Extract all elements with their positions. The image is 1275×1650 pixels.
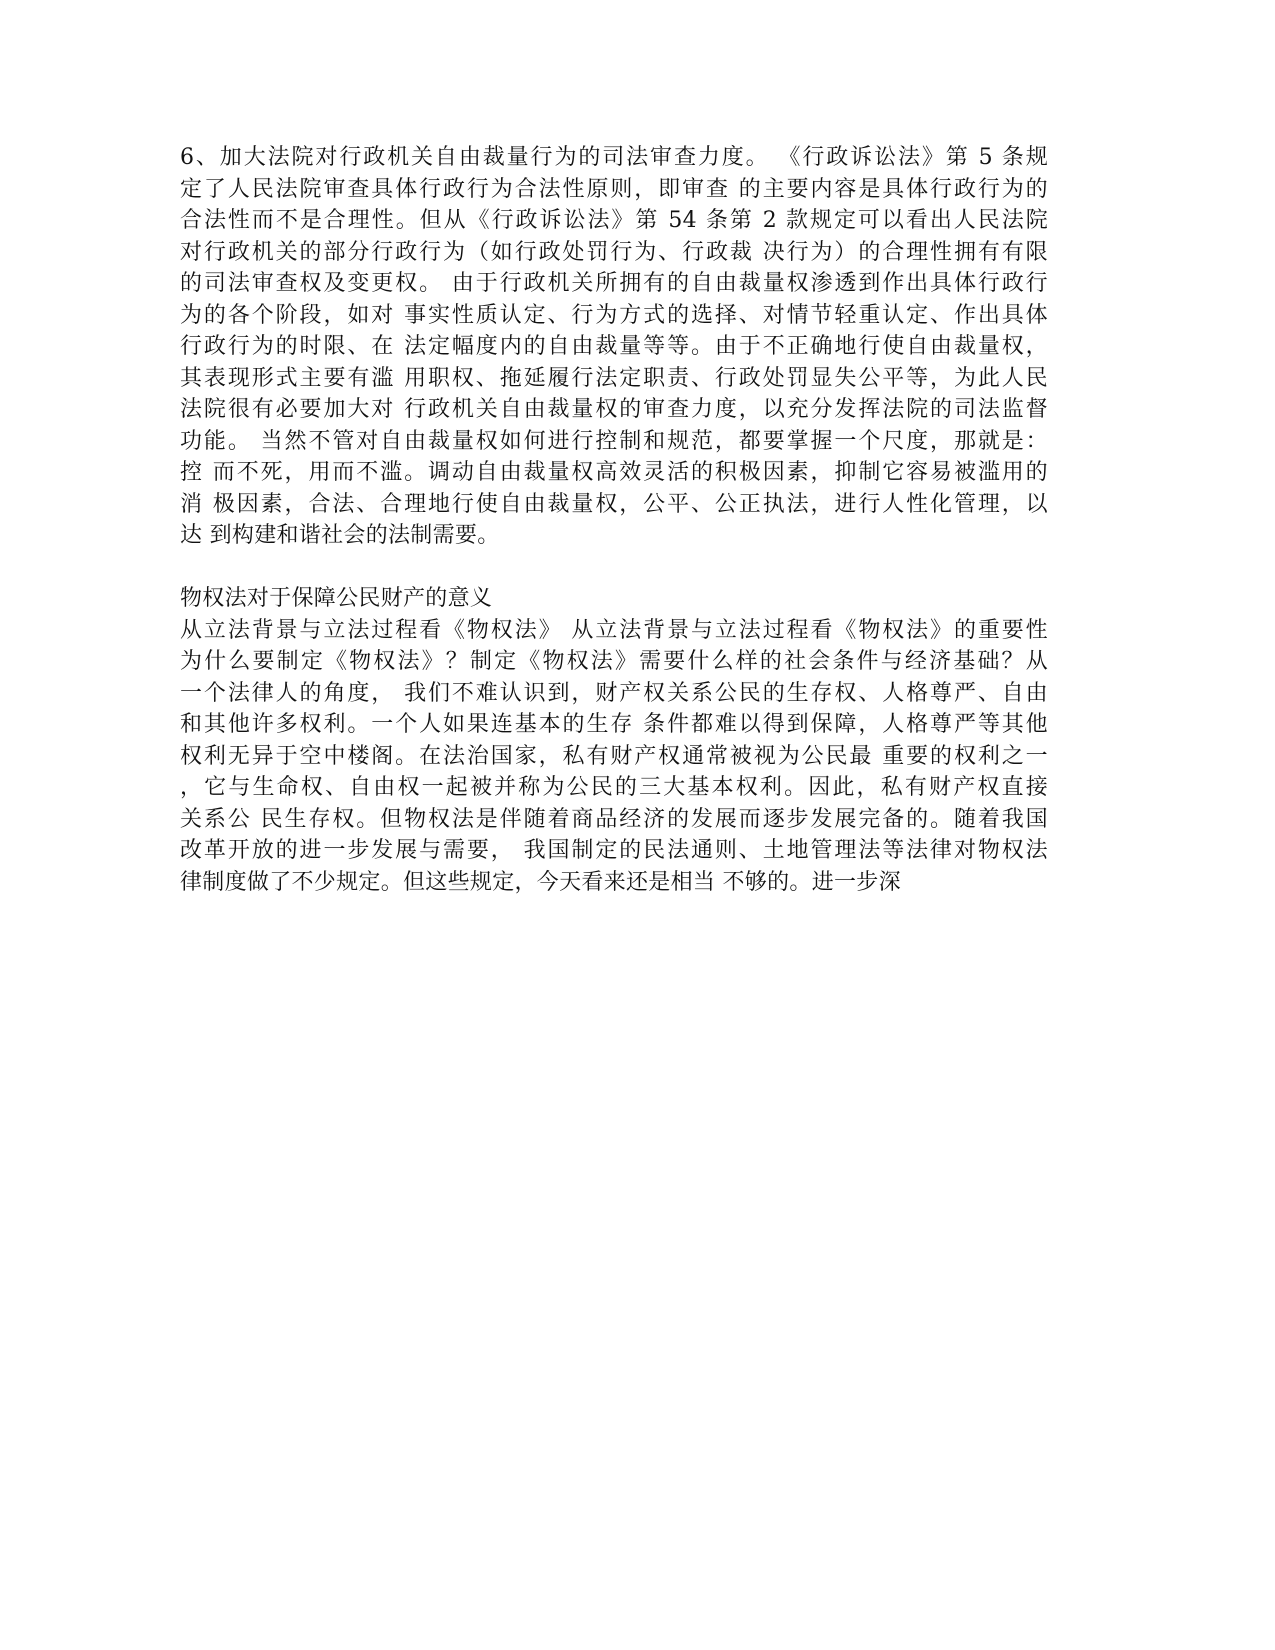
paragraph-line: 消 极因素，合法、合理地行使自由裁量权，公平、公正执法，进行人性化管理，以: [180, 491, 1048, 517]
paragraph-judicial-review: [180, 142, 1048, 552]
document-body: [180, 142, 1048, 898]
paragraph-line: 和其他许多权利。一个人如果连基本的生存 条件都难以得到保障，人格尊严等其他: [180, 712, 1048, 737]
paragraph-line: 6、加大法院对行政机关自由裁量行为的司法审查力度。 《行政诉讼法》第 5 条规: [180, 145, 1048, 170]
paragraph-line: 对行政机关的部分行政行为（如行政处罚行为、行政裁 决行为）的合理性拥有有限: [180, 239, 1048, 265]
paragraph-line: 合法性而不是合理性。但从《行政诉讼法》第 54 条第 2 款规定可以看出人民法院: [180, 208, 1048, 233]
paragraph-line: 从立法背景与立法过程看《物权法》 从立法背景与立法过程看《物权法》的重要性: [180, 617, 1048, 643]
paragraph-line: 行政行为的时限、在 法定幅度内的自由裁量等等。由于不正确地行使自由裁量权，: [180, 334, 1048, 359]
section-title: 物权法对于保障公民财产的意义: [180, 586, 493, 611]
paragraph-line: 权利无异于空中楼阁。在法治国家，私有财产权通常被视为公民最 重要的权利之一: [180, 743, 1048, 769]
paragraph-line: 一个法律人的角度， 我们不难认识到，财产权关系公民的生存权、人格尊严、自由: [180, 680, 1048, 706]
paragraph-line: 控 而不死，用而不滥。调动自由裁量权高效灵活的积极因素，抑制它容易被滥用的: [180, 460, 1048, 485]
paragraph-line: ，它与生命权、自由权一起被并称为公民的三大基本权利。因此，私有财产权直接: [180, 775, 1048, 800]
paragraph-line: 功能。 当然不管对自由裁量权如何进行控制和规范，都要掌握一个尺度，那就是：: [180, 428, 1048, 454]
paragraph-property-law: [180, 615, 1048, 899]
paragraph-line: 为什么要制定《物权法》？制定《物权法》需要什么样的社会条件与经济基础？从: [180, 649, 1048, 674]
paragraph-line: 为的各个阶段，如对 事实性质认定、行为方式的选择、对情节轻重认定、作出具体: [180, 302, 1048, 328]
paragraph-line: 的司法审查权及变更权。 由于行政机关所拥有的自由裁量权渗透到作出具体行政行: [180, 271, 1048, 296]
paragraph-line: 法院很有必要加大对 行政机关自由裁量权的审查力度，以充分发挥法院的司法监督: [180, 397, 1048, 422]
paragraph-line: 定了人民法院审查具体行政行为合法性原则，即审查 的主要内容是具体行政行为的: [180, 176, 1048, 202]
paragraph-spacer: [180, 552, 1048, 584]
paragraph-line: 律制度做了不少规定。但这些规定，今天看来还是相当 不够的。进一步深: [180, 869, 901, 895]
paragraph-line: 改革开放的进一步发展与需要， 我国制定的民法通则、土地管理法等法律对物权法: [180, 838, 1048, 863]
paragraph-line: 关系公 民生存权。但物权法是伴随着商品经济的发展而逐步发展完备的。随着我国: [180, 806, 1048, 832]
paragraph-line: 达 到构建和谐社会的法制需要。: [180, 523, 500, 548]
paragraph-line: 其表现形式主要有滥 用职权、拖延履行法定职责、行政处罚显失公平等，为此人民: [180, 365, 1048, 391]
